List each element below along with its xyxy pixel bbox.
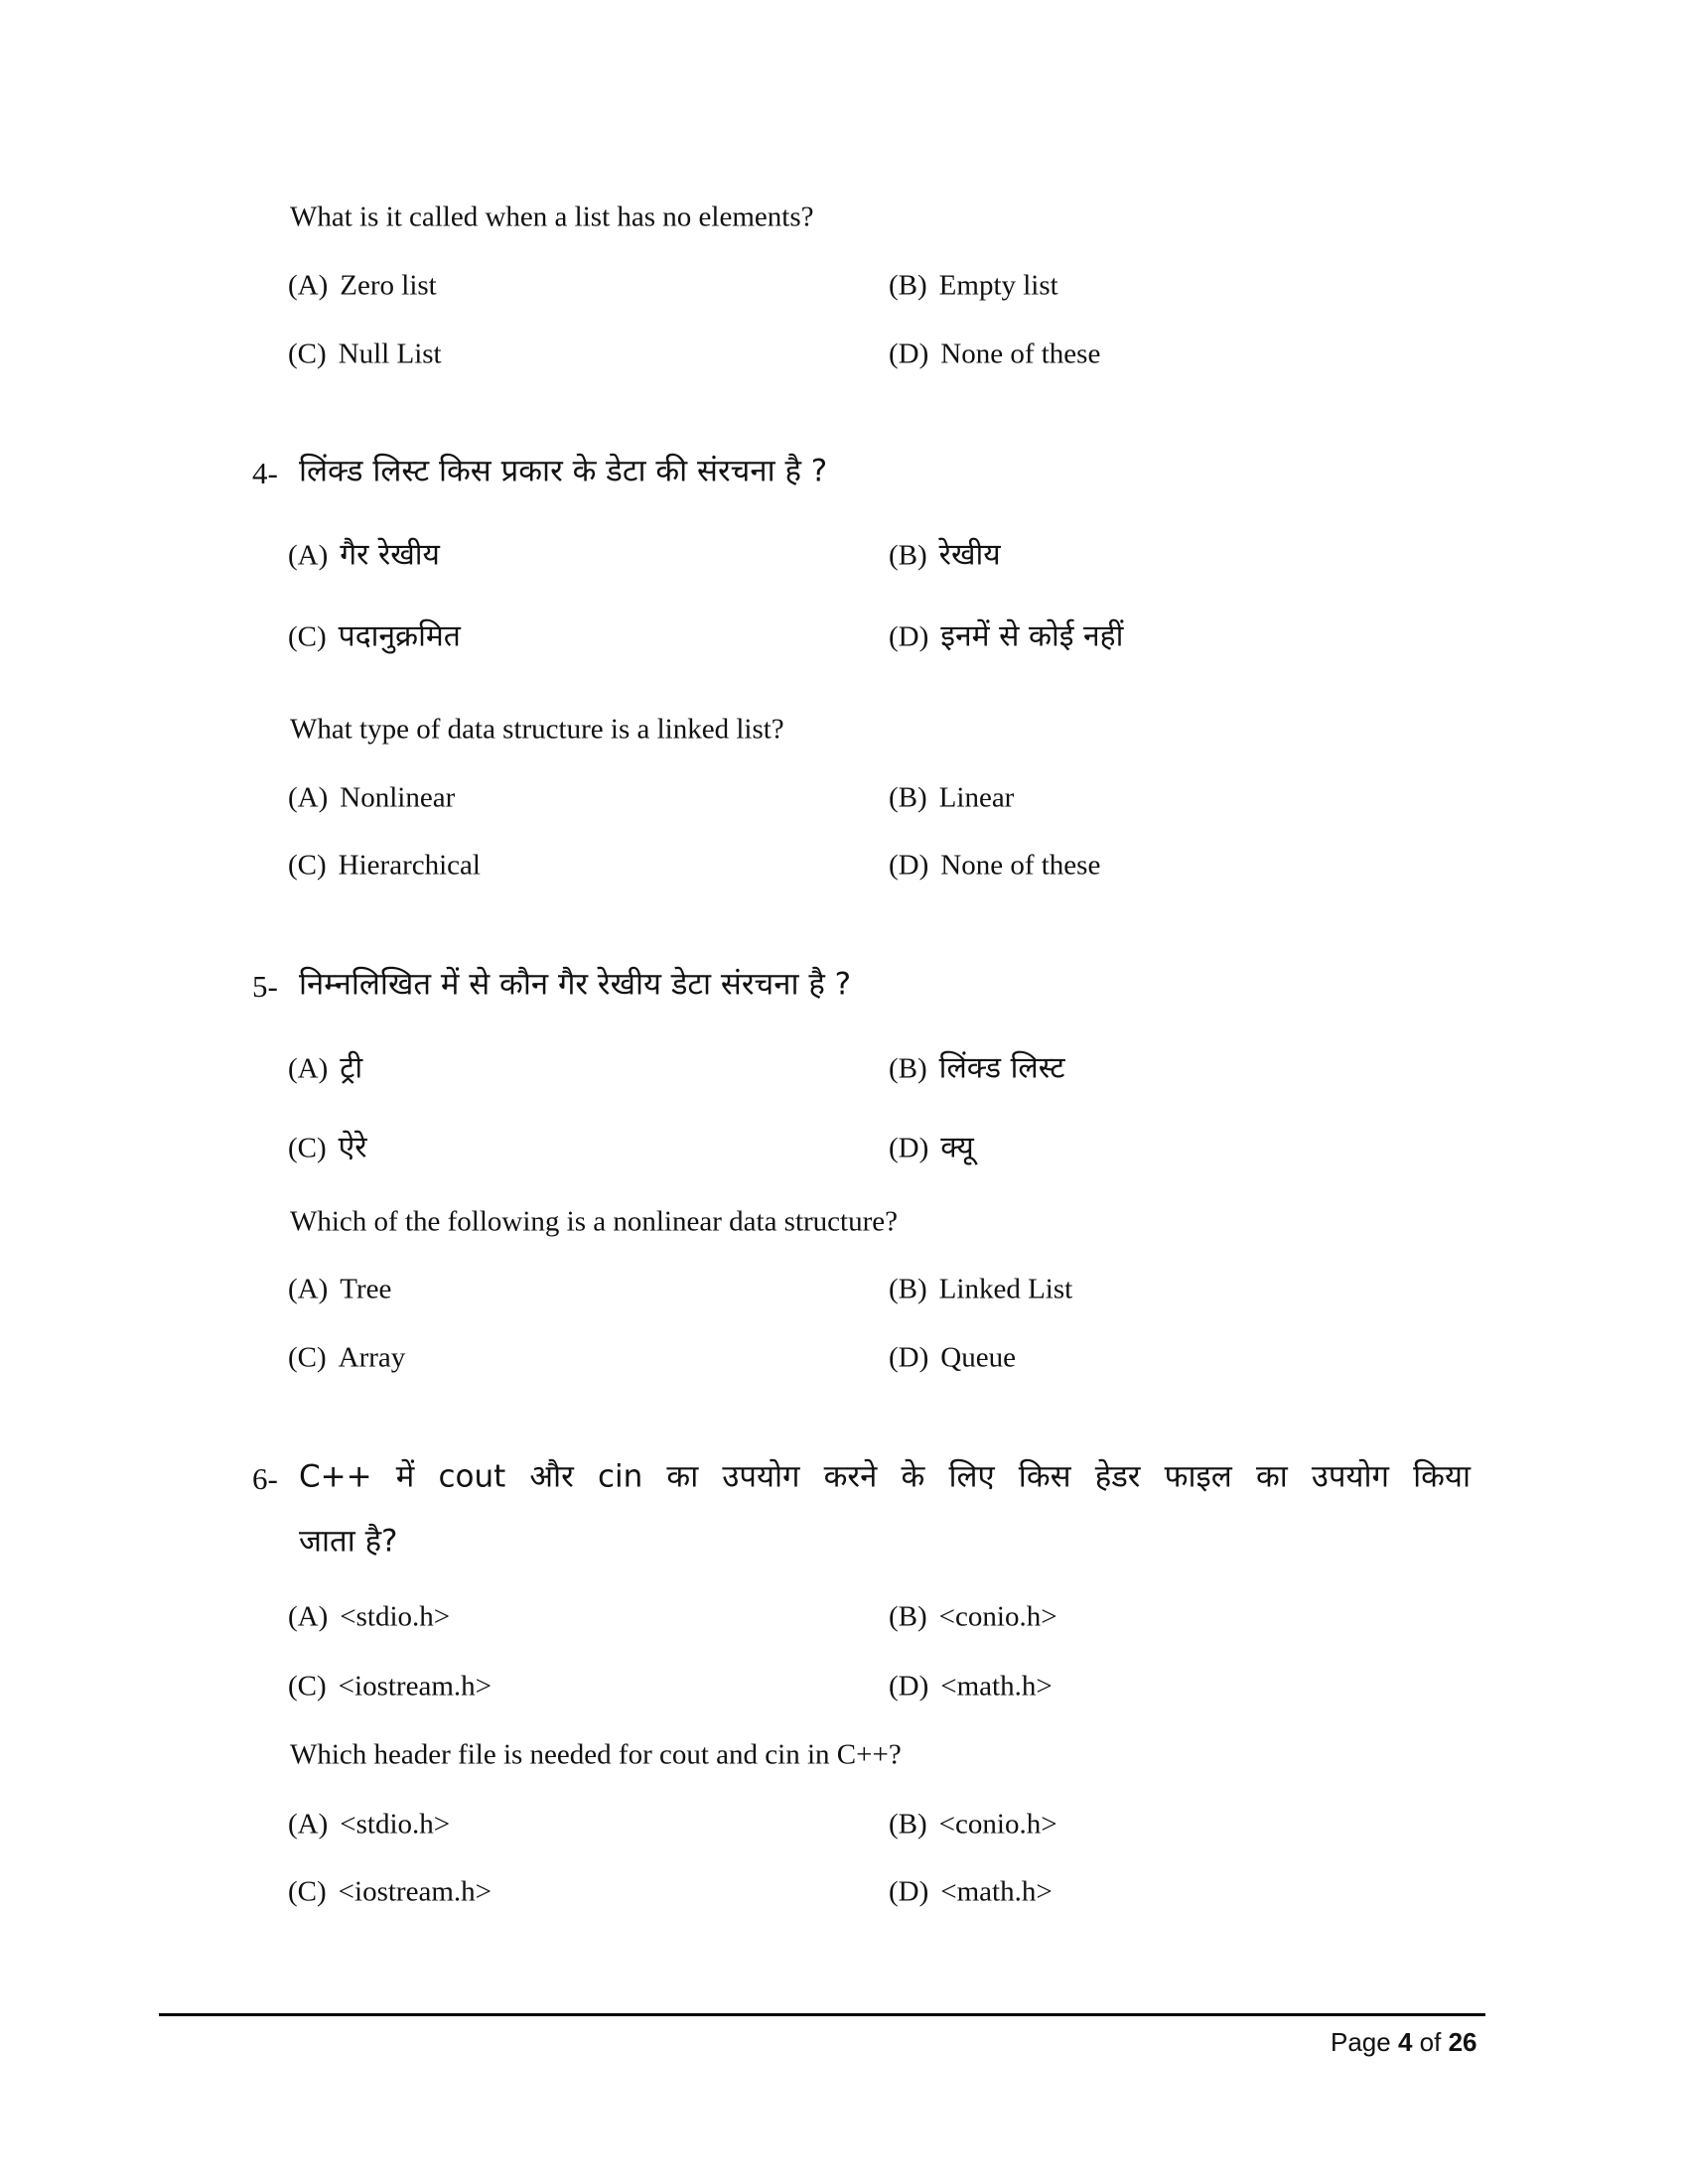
total-pages: 26 — [1448, 2027, 1477, 2057]
option-a — [288, 270, 437, 303]
option-text: गैर रेखीय — [340, 537, 440, 573]
current-page: 4 — [1397, 2027, 1413, 2057]
option-text: Linear — [938, 781, 1015, 814]
option-text: Array — [338, 1341, 406, 1374]
option-a — [288, 1601, 450, 1634]
question-3-english-text: What is it called when a list has no elements? — [290, 201, 814, 233]
option-text: <math.h> — [940, 1875, 1053, 1908]
option-d — [889, 1671, 1053, 1704]
option-label: (B) — [889, 269, 927, 302]
option-b — [889, 782, 1014, 815]
option-c — [288, 1671, 492, 1704]
option-label: (D) — [889, 1875, 929, 1908]
option-text: <iostream.h> — [338, 1670, 492, 1703]
option-label: (A) — [288, 1600, 329, 1633]
option-text: <iostream.h> — [338, 1875, 492, 1908]
option-text: None of these — [940, 338, 1101, 370]
option-label: (C) — [288, 1341, 327, 1374]
question-4-hindi-text: लिंक्ड लिस्ट किस प्रकार के डेटा की संरचना है ? — [299, 453, 828, 489]
page-word: Page — [1331, 2027, 1391, 2057]
option-text: <stdio.h> — [340, 1600, 451, 1633]
option-label: (C) — [288, 1132, 327, 1164]
option-a — [288, 1274, 391, 1306]
option-text: None of these — [940, 849, 1101, 882]
option-a — [288, 782, 455, 815]
option-d — [889, 1876, 1053, 1909]
option-text: Tree — [340, 1273, 392, 1305]
page-number-footer — [1331, 2027, 1477, 2058]
option-a — [288, 1809, 450, 1842]
option-label: (A) — [288, 781, 329, 814]
option-label: (A) — [288, 539, 329, 572]
option-d — [889, 1342, 1016, 1375]
option-label: (D) — [889, 1132, 929, 1164]
option-text: Queue — [940, 1341, 1016, 1374]
option-text: Zero list — [340, 269, 437, 302]
option-text: Hierarchical — [338, 849, 481, 882]
option-c — [288, 339, 442, 371]
option-c — [288, 1342, 405, 1375]
option-c — [288, 850, 481, 883]
option-c — [288, 614, 461, 655]
option-text: क्यू — [940, 1130, 974, 1165]
option-label: (C) — [288, 620, 327, 653]
option-d — [889, 1126, 974, 1166]
option-text: Empty list — [938, 269, 1058, 302]
option-label: (C) — [288, 849, 327, 882]
option-text: इनमें से कोई नहीं — [940, 618, 1124, 654]
option-c — [288, 1126, 367, 1166]
option-a — [288, 1046, 362, 1087]
option-text: <stdio.h> — [340, 1808, 451, 1841]
option-label: (C) — [288, 1875, 327, 1908]
of-word: of — [1419, 2027, 1442, 2057]
option-text: पदानुक्रमित — [338, 618, 461, 654]
option-b — [889, 1046, 1065, 1087]
option-label: (B) — [889, 781, 927, 814]
option-label: (C) — [288, 338, 327, 370]
option-b — [889, 1809, 1057, 1842]
option-label: (C) — [288, 1670, 327, 1703]
option-text: <conio.h> — [938, 1808, 1057, 1841]
option-label: (D) — [889, 620, 929, 653]
option-label: (B) — [889, 539, 927, 572]
option-label: (D) — [889, 1341, 929, 1374]
option-a — [288, 533, 440, 574]
option-d — [889, 339, 1100, 371]
option-text: रेखीय — [938, 537, 1001, 573]
option-label: (A) — [288, 1808, 329, 1841]
option-text: <conio.h> — [938, 1600, 1057, 1633]
question-6-hindi-text-line2: जाता है? — [299, 1523, 398, 1560]
question-6-number: 6- — [252, 1461, 278, 1496]
option-c — [288, 1876, 492, 1909]
option-label: (A) — [288, 1052, 329, 1085]
option-d — [889, 850, 1100, 883]
option-label: (A) — [288, 269, 329, 302]
question-5-english-text: Which of the following is a nonlinear data structure? — [290, 1205, 899, 1238]
question-4-english-text: What type of data structure is a linked list? — [290, 713, 784, 746]
question-6-hindi-text-line1: C++ में cout और cin का उपयोग करने के लिए किस हेडर फाइल का उपयोग किया — [299, 1458, 1471, 1495]
option-text: ऐरे — [338, 1130, 367, 1165]
option-label: (B) — [889, 1273, 927, 1305]
question-5-number: 5- — [252, 969, 278, 1004]
option-label: (B) — [889, 1600, 927, 1633]
option-b — [889, 1601, 1057, 1634]
option-text: Nonlinear — [340, 781, 456, 814]
option-b — [889, 533, 1001, 574]
option-label: (D) — [889, 849, 929, 882]
option-text: Null List — [338, 338, 442, 370]
option-label: (B) — [889, 1808, 927, 1841]
question-5-hindi-text: निम्नलिखित में से कौन गैर रेखीय डेटा संरचना है ? — [299, 966, 852, 1003]
option-label: (D) — [889, 1670, 929, 1703]
option-text: <math.h> — [940, 1670, 1053, 1703]
option-label: (B) — [889, 1052, 927, 1085]
question-4-number: 4- — [252, 456, 278, 490]
option-label: (A) — [288, 1273, 329, 1305]
option-d — [889, 614, 1123, 655]
option-text: Linked List — [938, 1273, 1073, 1305]
question-6-english-text: Which header file is needed for cout and cin in C++? — [290, 1738, 902, 1771]
footer-divider — [159, 2013, 1485, 2016]
option-label: (D) — [889, 338, 929, 370]
option-text: लिंक्ड लिस्ट — [938, 1050, 1065, 1086]
option-text: ट्री — [340, 1050, 363, 1086]
option-b — [889, 1274, 1072, 1306]
option-b — [889, 270, 1058, 303]
